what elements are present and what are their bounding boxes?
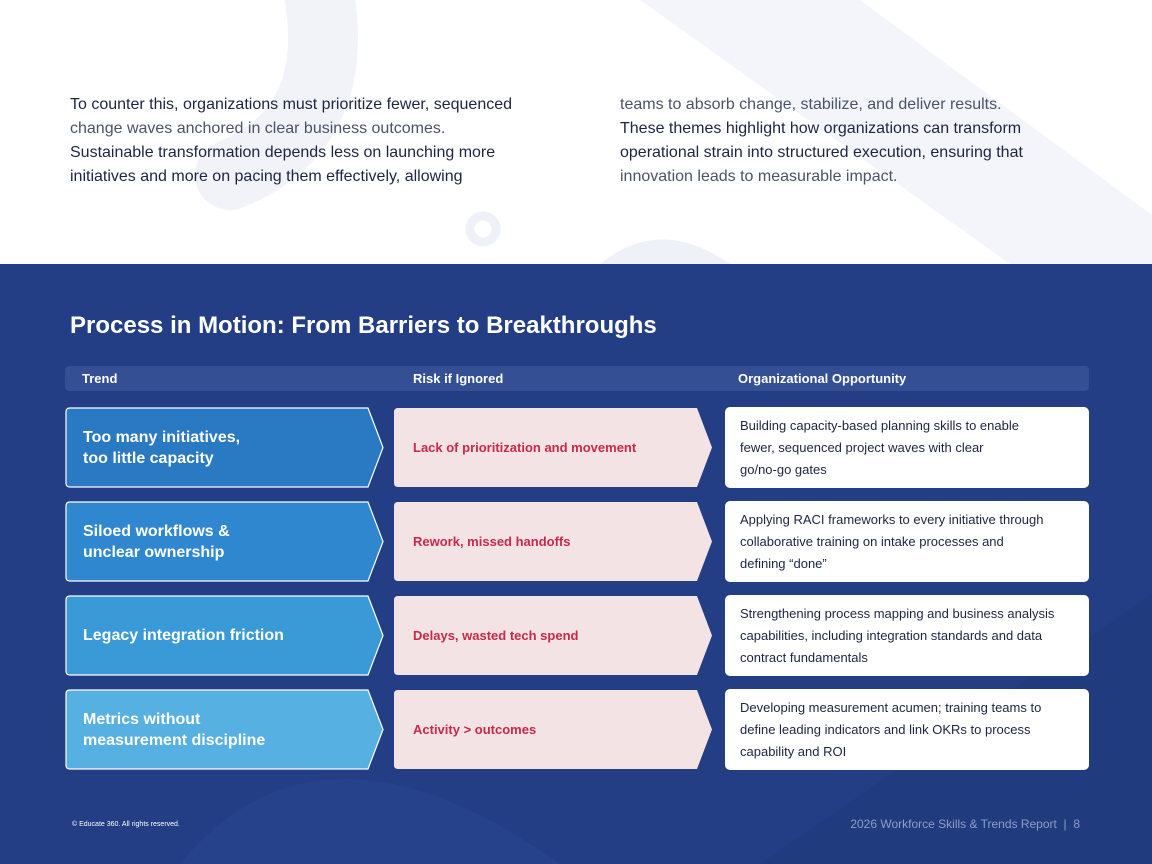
intro-text-line: teams to absorb change, stabilize, and deliver results. <box>620 96 1002 113</box>
opportunity-line: Developing measurement acumen; training teams to <box>740 699 1042 715</box>
copyright: © Educate 360. All rights reserved. <box>72 821 180 828</box>
opportunity-line: defining “done” <box>740 555 827 571</box>
trend-label <box>83 689 373 770</box>
trend-label-line: Siloed workflows & <box>83 522 230 540</box>
opportunity-line: Applying RACI frameworks to every initiative through <box>740 511 1044 527</box>
trend-chevron <box>65 407 385 488</box>
risk-label: Activity > outcomes <box>413 722 537 737</box>
opportunity-card <box>725 407 1089 488</box>
intro-column-left <box>70 93 550 189</box>
risk-label: Rework, missed handoffs <box>413 534 571 549</box>
opportunity-line: Building capacity-based planning skills to enable <box>740 417 1019 433</box>
opportunity-text <box>740 407 1079 488</box>
intro-text-line: innovation leads to measurable impact. <box>620 168 898 185</box>
section-title: Process in Motion: From Barriers to Breakthroughs <box>70 312 657 339</box>
opportunity-text <box>740 595 1079 676</box>
trend-label-line: unclear ownership <box>83 543 225 561</box>
opportunity-line: collaborative training on intake processes and <box>740 533 1004 549</box>
intro-text-line: change waves anchored in clear business outcomes. <box>70 120 446 137</box>
opportunity-line: fewer, sequenced project waves with clear <box>740 439 984 455</box>
risk-label: Lack of prioritization and movement <box>413 440 637 455</box>
opportunity-line: go/no-go gates <box>740 461 827 477</box>
risk-label: Delays, wasted tech spend <box>413 628 579 643</box>
trend-chevron <box>65 689 385 770</box>
opportunity-line: contract fundamentals <box>740 649 868 665</box>
opportunity-card <box>725 501 1089 582</box>
trend-label-line: Metrics without <box>83 710 201 728</box>
opportunity-text <box>740 689 1079 770</box>
process-section <box>0 264 1152 864</box>
table-row <box>0 595 1152 677</box>
table-row <box>0 407 1152 489</box>
trend-label-line: Too many initiatives, <box>83 428 241 446</box>
opportunity-line: capability and ROI <box>740 743 847 759</box>
opportunity-line: Strengthening process mapping and business analysis <box>740 605 1055 621</box>
intro-text-line: These themes highlight how organizations can transform <box>620 120 1022 137</box>
opportunity-card <box>725 689 1089 770</box>
intro-column-right <box>620 93 1070 189</box>
opportunity-card <box>725 595 1089 676</box>
header-opportunity: Organizational Opportunity <box>738 371 907 386</box>
trend-label <box>83 501 373 582</box>
trend-chevron <box>65 501 385 582</box>
trend-label-line: too little capacity <box>83 449 214 467</box>
opportunity-line: capabilities, including integration standards and data <box>740 627 1043 643</box>
report-footer: 2026 Workforce Skills & Trends Report | 8 <box>850 817 1080 831</box>
risk-chevron <box>393 689 713 770</box>
header-risk: Risk if Ignored <box>413 371 504 386</box>
intro-text-line: operational strain into structured execution, ensuring that <box>620 144 1023 161</box>
intro-section <box>0 0 1152 264</box>
trend-label <box>83 595 373 676</box>
table-row <box>0 501 1152 583</box>
trend-label-line: measurement discipline <box>83 731 266 749</box>
opportunity-text <box>740 501 1079 582</box>
risk-chevron <box>393 501 713 582</box>
trend-chevron <box>65 595 385 676</box>
risk-chevron <box>393 407 713 488</box>
intro-text-line: To counter this, organizations must prioritize fewer, sequenced <box>70 96 513 113</box>
table-header <box>65 366 1089 391</box>
opportunity-line: define leading indicators and link OKRs to process <box>740 721 1031 737</box>
risk-chevron <box>393 595 713 676</box>
intro-text-line: initiatives and more on pacing them effectively, allowing <box>70 168 463 185</box>
table-row <box>0 689 1152 771</box>
header-trend: Trend <box>82 371 118 386</box>
trend-label <box>83 407 373 488</box>
trend-label-line: Legacy integration friction <box>83 627 284 644</box>
intro-text-line: Sustainable transformation depends less on launching more <box>70 144 496 161</box>
